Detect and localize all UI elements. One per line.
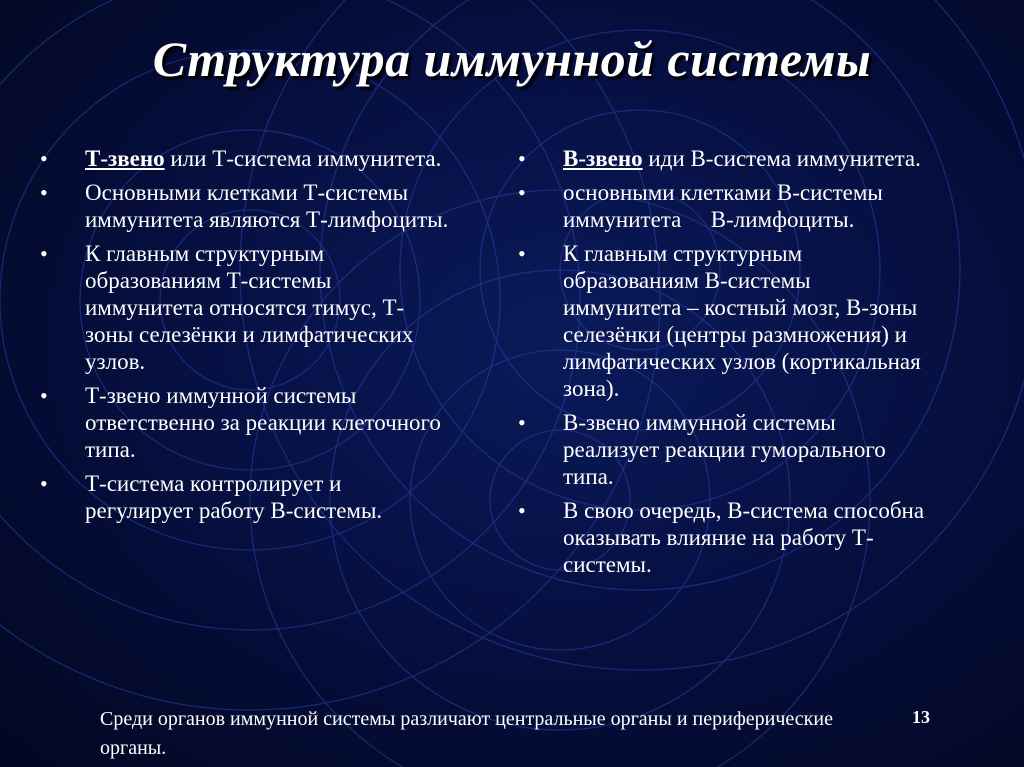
b-system-list xyxy=(518,145,928,578)
list-item-text: В-звено иммунной системы реализует реакции гуморального типа. xyxy=(563,410,886,489)
bullet-icon: • xyxy=(518,410,526,435)
list-item-text: иди В-система иммунитета. xyxy=(642,146,921,171)
list-item xyxy=(40,470,450,524)
bullet-icon: • xyxy=(518,180,526,205)
bullet-icon: • xyxy=(518,498,526,523)
list-item-text: К главным структурным образованиям Т-системы иммунитета относятся тимус, Т-зоны селезёнки и лимфатических узлов. xyxy=(85,241,414,374)
list-item xyxy=(40,145,450,172)
list-item-text: К главным структурным образованиям В-системы иммунитета – костный мозг, В-зоны селезёнки (центры размножения) и лимфатических узлов (кортикальная зона). xyxy=(563,241,921,401)
t-system-column xyxy=(40,145,450,531)
b-link-term: В-звено xyxy=(563,146,643,171)
t-system-list xyxy=(40,145,450,524)
list-item xyxy=(518,145,928,172)
list-item-text: основными клетками В-системы иммунитета В-лимфоциты. xyxy=(563,180,883,232)
page-title: Структура иммунной системы xyxy=(152,31,872,87)
list-item-text: Основными клетками Т-системы иммунитета являются Т-лимфоциты. xyxy=(85,180,449,232)
footnote: Среди органов иммунной системы различают центральные органы и периферические органы. xyxy=(100,708,833,759)
list-item-text: Т-звено иммунной системы ответственно за реакции клеточного типа. xyxy=(85,383,441,462)
bullet-icon: • xyxy=(40,180,48,205)
list-item xyxy=(40,382,450,463)
page-number: 13 xyxy=(912,707,930,727)
list-item xyxy=(40,179,450,233)
b-system-column xyxy=(518,145,928,585)
t-link-term: Т-звено xyxy=(85,146,165,171)
list-item xyxy=(518,409,928,490)
bullet-icon: • xyxy=(518,146,526,171)
bullet-icon: • xyxy=(40,146,48,171)
bullet-icon: • xyxy=(40,471,48,496)
bullet-icon: • xyxy=(40,383,48,408)
list-item xyxy=(518,179,928,233)
list-item-text: или Т-система иммунитета. xyxy=(164,146,442,171)
list-item xyxy=(40,240,450,375)
list-item-text: Т-система контролирует и регулирует работу В-системы. xyxy=(85,471,383,523)
list-item xyxy=(518,240,928,402)
bullet-icon: • xyxy=(518,241,526,266)
list-item xyxy=(518,497,928,578)
bullet-icon: • xyxy=(40,241,48,266)
list-item-text: В свою очередь, В-система способна оказывать влияние на работу Т-системы. xyxy=(563,498,925,577)
